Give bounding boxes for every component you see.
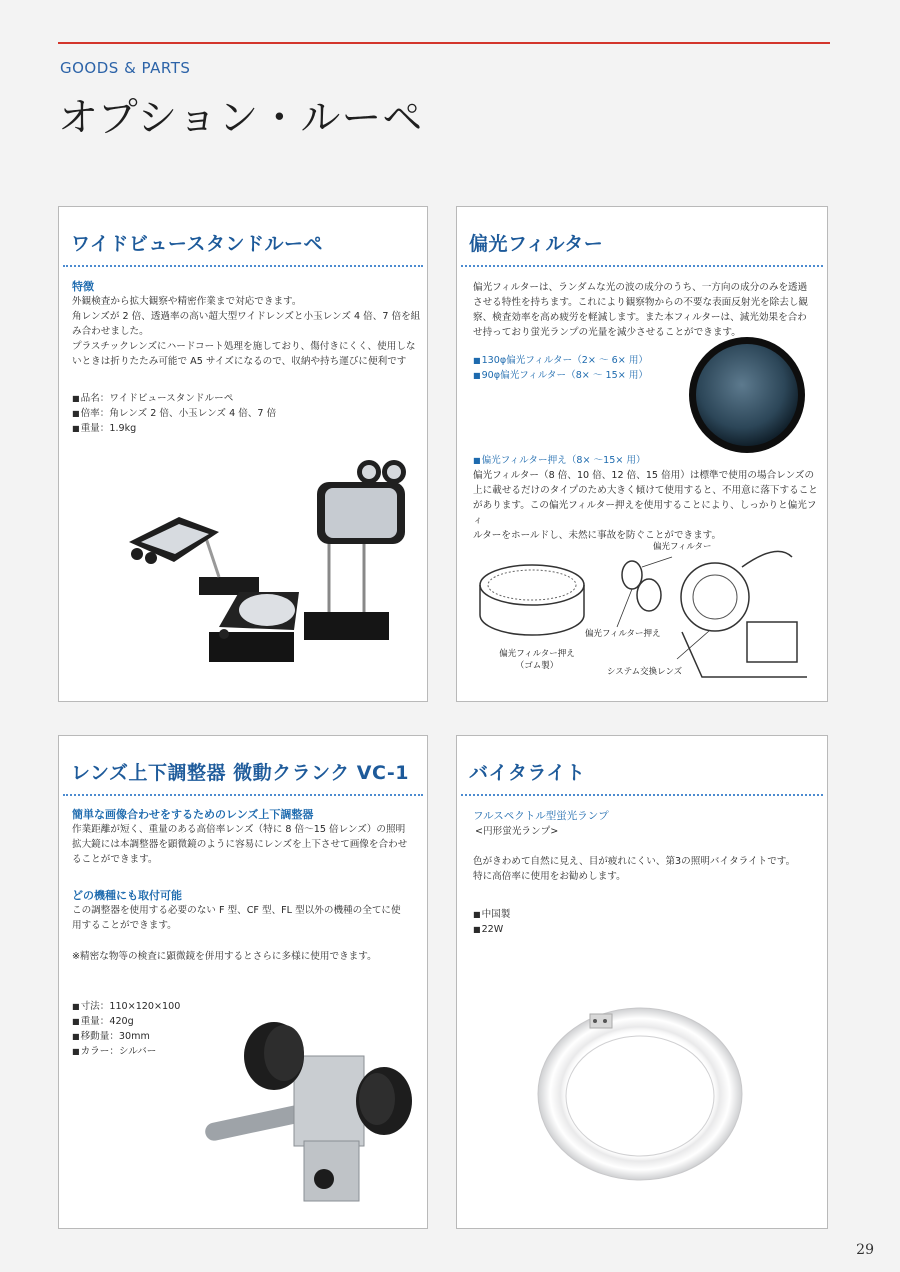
desc-line: 特に高倍率に使用をお勧めします。: [473, 871, 626, 882]
desc-line: 用することができます。: [72, 920, 177, 931]
feature-heading: 特徴: [72, 280, 94, 293]
divider: [461, 265, 823, 267]
desc-line: させる特性を持ちます。これにより観察物からの不要な表面反射光を除去し観: [473, 297, 809, 308]
vitalite-subhead-2: <円形蛍光ランプ>: [475, 826, 559, 837]
holder-line: 上に載せるだけのタイプのため大きく傾けて使用すると、不用意に落下すること: [473, 485, 818, 496]
spec-item: ■ 22W: [473, 922, 673, 937]
panel-title: バイタライト: [469, 762, 586, 784]
desc-line: せ持っており蛍光ランプの光量を減少させることができます。: [473, 327, 741, 338]
divider: [63, 794, 423, 796]
page-number: 29: [856, 1242, 874, 1258]
spec-item: ■ 中国製: [473, 907, 673, 922]
desc-line: 察、検査効率を高め疲労を軽減します。また本フィルターは、減光効果を合わ: [473, 312, 807, 323]
desc-line: プラスチックレンズにハードコート処理を施しており、傷付きにくく、使用しな: [72, 341, 416, 352]
panel-wide-view-loupe: [58, 206, 428, 702]
caption-system-lens: システム交換レンズ: [607, 667, 683, 677]
vitalite-subhead: フルスペクトル型蛍光ランプ: [473, 810, 609, 822]
panel-vitalite: [456, 735, 828, 1229]
caption-ring: [487, 647, 587, 671]
desc-line: 拡大鏡には本調整器を顕微鏡のように容易にレンズを上下させて画像を合わせ: [72, 839, 408, 850]
page-title: オプション・ルーペ: [58, 95, 424, 141]
crank-block-2: [72, 888, 422, 933]
holder-line: 偏光フィルター（8 倍、10 倍、12 倍、15 倍用）は標準で使用の場合レンズの: [473, 470, 815, 481]
holder-line: ルターをホールドし、未然に事故を防ぐことができます。: [473, 530, 722, 541]
feature-block: [72, 279, 422, 369]
spec-item: ■ 重量：420g: [72, 1014, 272, 1029]
caption-line: 偏光フィルター押え: [499, 649, 575, 659]
vitalite-desc: [473, 854, 823, 884]
crank-subhead: 簡単な画像合わせをするためのレンズ上下調整器: [72, 808, 314, 821]
divider: [461, 794, 823, 796]
desc-line: この調整器を使用する必要のない F 型、CF 型、FL 型以外の機種の全てに使: [72, 905, 401, 916]
panel-title: 偏光フィルター: [469, 233, 604, 255]
panel-polarizing-filter: [456, 206, 828, 702]
desc-line: 色がきわめて自然に見え、目が疲れにくい、第3の照明バイタライトです。: [473, 856, 796, 867]
holder-line: があります。この偏光フィルター押えを使用することにより、しっかりと偏光フィ: [473, 500, 817, 526]
section-label: GOODS & PARTS: [60, 59, 191, 77]
crank-note: ※精密な物等の検査に顕微鏡を併用するとさらに多様に使用できます。: [72, 951, 377, 962]
wide-loupe-photo: [119, 462, 419, 672]
filter-item: ■ 130φ偏光フィルター（2× ～ 6× 用）: [473, 353, 693, 368]
filter-list: [473, 353, 693, 383]
desc-line: 外観検査から拡大観察や精密作業まで対応できます。: [72, 296, 302, 307]
desc-line: 作業距離が短く、重量のある高倍率レンズ（特に 8 倍～15 倍レンズ）の照明: [72, 824, 406, 835]
holder-heading: ■ 偏光フィルター押え（8× ～15× 用）: [473, 453, 823, 468]
desc-line: いときは折りたたみ可能で A5 サイズになるので、収納や持ち運びに便利です: [72, 356, 407, 367]
caption-line: （ゴム製）: [515, 661, 559, 671]
panel-title: ワイドビュースタンドルーペ: [71, 233, 323, 255]
crank-subhead: どの機種にも取付可能: [72, 889, 182, 902]
desc-line: み合わせました。: [72, 326, 149, 337]
caption-filter: 偏光フィルター: [653, 542, 712, 552]
vitalite-block: [473, 809, 823, 839]
filter-item: ■ 90φ偏光フィルター（8× ～ 15× 用）: [473, 368, 693, 383]
desc-block: [473, 280, 823, 340]
crank-photo: [199, 1011, 429, 1211]
desc-line: 偏光フィルターは、ランダムな光の波の成分のうち、一方向の成分のみを透過: [473, 282, 808, 293]
header-rule: [58, 42, 830, 44]
panel-fine-crank: [58, 735, 428, 1229]
spec-item: ■ 寸法：110×120×100: [72, 999, 272, 1014]
caption-holder: 偏光フィルター押え: [585, 629, 661, 639]
spec-list: [72, 391, 422, 436]
spec-item: ■ 移動量：30mm: [72, 1029, 272, 1044]
desc-line: 角レンズが 2 倍、透過率の高い超大型ワイドレンズと小玉レンズ 4 倍、7 倍を組: [72, 311, 421, 322]
spec-item: ■ 重量：1.9kg: [72, 421, 422, 436]
crank-block-1: [72, 807, 422, 867]
spec-item: ■ カラー：シルバー: [72, 1044, 272, 1059]
spec-list: [473, 907, 673, 937]
desc-line: ることができます。: [72, 854, 158, 865]
circular-lamp-photo: [535, 1004, 745, 1184]
filter-photo: [687, 335, 807, 455]
spec-item: ■ 品名：ワイドビュースタンドルーペ: [72, 391, 422, 406]
panel-title: レンズ上下調整器 微動クランク VC-1: [71, 762, 409, 784]
holder-block: [473, 453, 823, 543]
spec-item: ■ 倍率：角レンズ 2 倍、小玉レンズ 4 倍、7 倍: [72, 406, 422, 421]
divider: [63, 265, 423, 267]
